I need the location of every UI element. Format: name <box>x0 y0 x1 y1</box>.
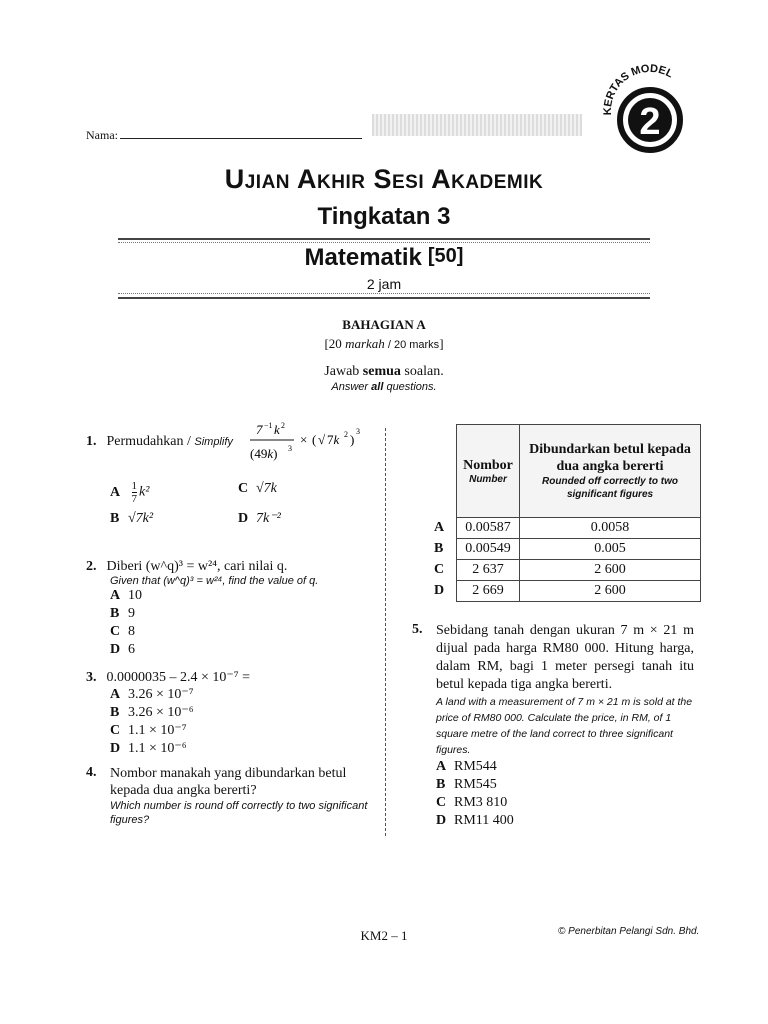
column-divider <box>385 428 386 836</box>
option-letter: A <box>436 759 447 774</box>
section-marks-bm: markah <box>345 336 385 351</box>
svg-text:√: √ <box>318 432 326 447</box>
svg-text:7k: 7k <box>327 432 340 447</box>
row-number: 0.00549 <box>457 539 520 560</box>
option-text: 8 <box>128 624 135 639</box>
row-rounded: 2 600 <box>520 560 701 581</box>
option-text: 1.1 × 10⁻⁷ <box>128 723 187 738</box>
q1-expression <box>244 420 364 468</box>
q1-prompt-en: Simplify <box>194 436 233 448</box>
section-marks-en: / 20 marks <box>384 339 440 351</box>
table-header-rounded <box>520 425 701 518</box>
row-rounded: 0.005 <box>520 539 701 560</box>
exam-duration: 2 jam <box>366 276 402 292</box>
q1-option-c[interactable] <box>238 480 277 498</box>
option-text: 3.26 × 10⁻⁷ <box>128 687 194 702</box>
table-option-c[interactable]: C <box>434 562 445 577</box>
question-1 <box>86 432 233 450</box>
instruction-bm <box>0 364 768 380</box>
exam-form: Tingkatan 3 <box>317 203 451 230</box>
q3-option-d[interactable] <box>110 740 376 758</box>
option-letter: D <box>436 813 447 828</box>
svg-text:−1: −1 <box>264 421 273 430</box>
exam-title: Ujian Akhir Sesi Akademik <box>224 164 544 194</box>
option-text: 1.1 × 10⁻⁶ <box>128 741 187 756</box>
option-letter: C <box>110 624 121 639</box>
svg-text:3: 3 <box>356 427 360 436</box>
option-letter: C <box>436 795 447 810</box>
svg-text:2: 2 <box>281 421 285 430</box>
table-row <box>457 560 701 581</box>
option-letter: B <box>110 705 120 720</box>
table-header-row <box>457 425 701 518</box>
svg-text:(49k): (49k) <box>250 446 278 461</box>
option-text: 6 <box>128 642 135 657</box>
option-text: 10 <box>128 588 142 603</box>
question-5 <box>412 622 694 830</box>
option-letter: D <box>238 511 249 526</box>
svg-text:3: 3 <box>288 444 292 453</box>
section-marks-close: ] <box>439 336 444 351</box>
question-4 <box>86 765 376 827</box>
option-text: √7k <box>256 481 277 496</box>
option-text: RM11 400 <box>454 813 514 828</box>
badge-arc-text: KERTAS MODEL <box>601 62 675 116</box>
header-rounded-en: Rounded off correctly to two significant figures <box>542 476 678 500</box>
q5-option-c[interactable] <box>436 794 694 812</box>
option-text: 7k⁻² <box>256 511 281 526</box>
q3-number: 3. <box>86 670 97 685</box>
option-letter: A <box>110 484 121 500</box>
section-marks <box>0 336 768 352</box>
row-number: 0.00587 <box>457 518 520 539</box>
q4-prompt: Nombor manakah yang dibundarkan betul kepada dua angka bererti? <box>110 766 347 798</box>
table-header-number <box>457 425 520 518</box>
instruction-en <box>0 381 768 393</box>
table-option-b[interactable]: B <box>434 541 444 556</box>
svg-text:): ) <box>350 432 355 447</box>
section-title: BAHAGIAN A <box>342 317 426 332</box>
option-letter: C <box>110 723 121 738</box>
header-rule-top <box>118 238 650 240</box>
q2-option-d[interactable] <box>110 641 376 659</box>
q5-number: 5. <box>412 622 423 637</box>
section-marks-open: [20 <box>324 336 346 351</box>
page-number: KM2 – 1 <box>360 928 408 943</box>
question-3 <box>86 668 376 758</box>
option-text: RM3 810 <box>454 795 508 810</box>
instr-bm-pre: Jawab <box>324 364 363 379</box>
option-letter: D <box>110 642 121 657</box>
table-row <box>457 518 701 539</box>
option-text: 9 <box>128 606 135 621</box>
exam-subject <box>0 244 768 272</box>
subject-name: Matematik <box>304 244 422 271</box>
q2-prompt-en: Given that (w^q)³ = w²⁴, find the value of q. <box>110 575 319 587</box>
svg-text:×: × <box>300 432 308 447</box>
q1-option-d[interactable] <box>238 510 281 528</box>
q2-option-b[interactable] <box>110 605 376 623</box>
publisher-credit: © Penerbitan Pelangi Sdn. Bhd. <box>558 926 700 937</box>
header-number-bm: Nombor <box>463 457 513 473</box>
option-text: RM544 <box>454 759 497 774</box>
table-row <box>457 581 701 602</box>
instr-en-pre: Answer <box>331 381 372 393</box>
q3-option-a[interactable] <box>110 686 376 704</box>
q2-number: 2. <box>86 559 97 574</box>
header-number-en: Number <box>469 473 507 485</box>
header-rule-bottom-dotted <box>118 293 650 294</box>
option-text: k² <box>139 484 150 500</box>
q1-number: 1. <box>86 434 97 449</box>
option-letter: B <box>110 606 120 621</box>
table-option-d[interactable]: D <box>434 583 445 598</box>
option-letter: C <box>238 481 249 496</box>
row-number: 2 669 <box>457 581 520 602</box>
q1-option-b[interactable] <box>110 510 153 528</box>
option-text: √7k² <box>128 511 154 526</box>
svg-text:(: ( <box>312 432 317 447</box>
q2-option-a[interactable] <box>110 587 376 605</box>
instr-bm-post: soalan. <box>400 364 444 379</box>
name-label: Nama: <box>86 128 118 142</box>
q4-prompt-en: Which number is round off correctly to two significant figures? <box>110 800 368 826</box>
svg-text:k: k <box>274 422 280 437</box>
q3-option-b[interactable] <box>110 704 376 722</box>
q1-option-a[interactable] <box>110 480 149 505</box>
q5-prompt: Sebidang tanah dengan ukuran 7 m × 21 m dijual pada harga RM80 000. Hitung harga, dalam RM, bagi 1 meter persegi tanah itu betul kepada tiga angka bererti. <box>436 623 694 692</box>
q5-option-d[interactable] <box>436 812 694 830</box>
name-blank-line[interactable] <box>120 138 362 139</box>
q3-option-c[interactable] <box>110 722 376 740</box>
table-row <box>457 539 701 560</box>
q4-table <box>456 424 701 602</box>
instr-en-post: questions. <box>383 381 437 393</box>
q2-option-c[interactable] <box>110 623 376 641</box>
scan-artifact <box>372 114 582 136</box>
q5-prompt-en: A land with a measurement of 7 m × 21 m is sold at the price of RM80 000. Calculate the price, in RM, of 1 square metre of the land correct to three significant figures. <box>436 696 693 756</box>
row-number: 2 637 <box>457 560 520 581</box>
header-rule-top-dotted <box>118 242 650 243</box>
kertas-model-badge <box>598 62 702 158</box>
instr-en-bold: all <box>371 381 384 393</box>
fraction-one-seventh: $\frac{1}{7}$ <box>131 480 137 505</box>
option-letter: D <box>110 741 121 756</box>
row-rounded: 2 600 <box>520 581 701 602</box>
table-option-a[interactable]: A <box>434 520 445 535</box>
option-letter: A <box>110 687 121 702</box>
q2-prompt: Diberi (w^q)³ = w²⁴, cari nilai q. <box>106 559 288 574</box>
option-text: RM545 <box>454 777 497 792</box>
badge-number: 2 <box>639 101 661 143</box>
svg-text:7: 7 <box>256 422 263 437</box>
row-rounded: 0.0058 <box>520 518 701 539</box>
q4-number: 4. <box>86 765 97 780</box>
total-marks: [50] <box>427 245 464 267</box>
svg-text:2: 2 <box>344 430 348 439</box>
instr-bm-bold: semua <box>362 364 401 379</box>
q5-option-b[interactable] <box>436 776 694 794</box>
header-rounded-bm: Dibundarkan betul kepada dua angka bererti <box>529 442 691 474</box>
option-text: 3.26 × 10⁻⁶ <box>128 705 194 720</box>
q5-option-a[interactable] <box>436 758 694 776</box>
q3-prompt: 0.0000035 – 2.4 × 10⁻⁷ = <box>106 670 251 685</box>
option-letter: A <box>110 588 121 603</box>
q1-prompt: Permudahkan / <box>106 434 195 449</box>
header-rule-bottom <box>118 297 650 299</box>
question-2 <box>86 557 376 659</box>
option-letter: B <box>110 511 120 526</box>
option-letter: B <box>436 777 446 792</box>
